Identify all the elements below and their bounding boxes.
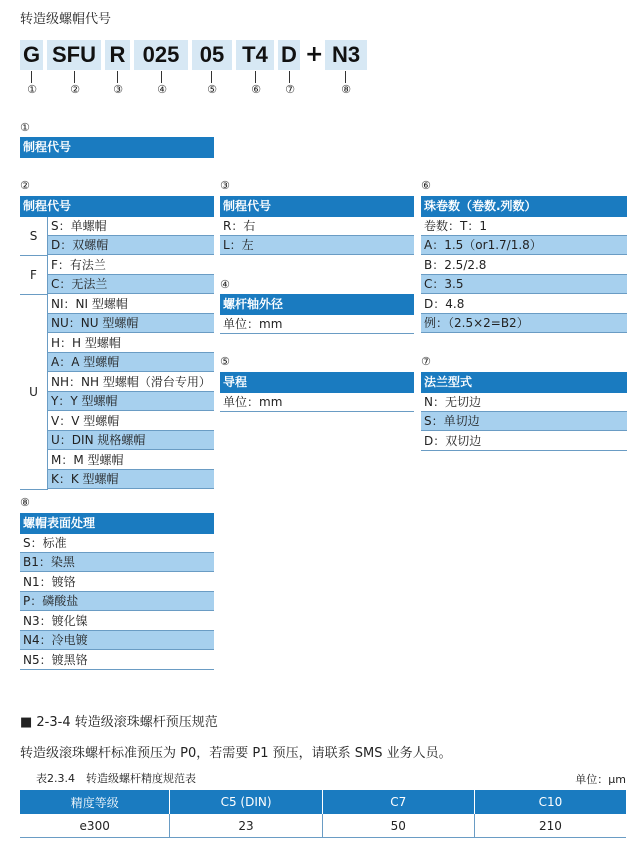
sec2-row: H：H 型螺帽	[48, 334, 214, 353]
table-cell: e300	[20, 814, 170, 838]
page-title: 转造级螺帽代号	[20, 12, 112, 27]
marker-6: ⑥	[251, 83, 261, 96]
sec2-row: K：K 型螺帽	[48, 470, 214, 489]
table-cell: 23	[170, 814, 322, 838]
sec6-marker: ⑥	[421, 179, 431, 192]
sec2-row: U：DIN 规格螺帽	[48, 431, 214, 450]
sec2-row: NH：NH 型螺帽（滑台专用）	[48, 373, 214, 392]
code-row	[20, 40, 360, 70]
sec3-row: R：右	[220, 217, 414, 236]
marker-1: ①	[27, 83, 37, 96]
code-segment-1: G	[20, 40, 43, 70]
marker-tick	[345, 71, 346, 83]
table-cell: 50	[322, 814, 474, 838]
sec2-row: V：V 型螺帽	[48, 412, 214, 431]
sec2-row: C：无法兰	[48, 275, 214, 294]
sec3-header: 制程代号	[220, 196, 414, 217]
sec2-row: M：M 型螺帽	[48, 451, 214, 470]
marker-tick	[161, 71, 162, 83]
code-segment-7: D	[278, 40, 300, 70]
sec5-marker: ⑤	[220, 355, 230, 368]
table-cell: 210	[474, 814, 626, 838]
code-segment-8: N3	[325, 40, 367, 70]
sec4-header: 螺杆轴外径	[220, 294, 414, 315]
section-paragraph: 转造级滚珠螺杆标准预压为 P0，若需要 P1 预压，请联系 SMS 业务人员。	[20, 746, 452, 761]
code-segment-4: 025	[134, 40, 188, 70]
sec2-marker: ②	[20, 179, 30, 192]
marker-tick	[31, 71, 32, 83]
sec3-row: L：左	[220, 236, 414, 255]
sec8-row: N5：镀黑铬	[20, 651, 214, 670]
section-title: ■ 2-3-4 转造级滚珠螺杆预压规范	[20, 715, 218, 730]
sec2-row: NI：NI 型螺帽	[48, 295, 214, 314]
sec6-row: A：1.5（or1.7/1.8）	[421, 236, 627, 255]
marker-8: ⑧	[341, 83, 351, 96]
sec7-header: 法兰型式	[421, 372, 627, 393]
sec8-row: N4：冷电镀	[20, 631, 214, 650]
code-segment-2: SFU	[47, 40, 101, 70]
marker-7: ⑦	[285, 83, 295, 96]
table-header-row	[20, 790, 626, 814]
marker-tick	[255, 71, 256, 83]
sec2-divider	[47, 217, 48, 490]
code-plus: +	[305, 42, 324, 67]
table-header: C5 (DIN)	[170, 790, 322, 814]
sec6-row: C：3.5	[421, 275, 627, 294]
marker-tick	[117, 71, 118, 83]
marker-5: ⑤	[207, 83, 217, 96]
sec2-group-f: F	[20, 256, 47, 295]
sec2-group-u: U	[20, 295, 47, 490]
sec7-row: N：无切边	[421, 393, 627, 412]
sec2-header: 制程代号	[20, 196, 214, 217]
sec7-marker: ⑦	[421, 355, 431, 368]
code-segment-5: 05	[192, 40, 232, 70]
marker-3: ③	[113, 83, 123, 96]
code-segment-3: R	[105, 40, 130, 70]
sec5-row: 单位：mm	[220, 393, 414, 412]
marker-tick	[289, 71, 290, 83]
marker-2: ②	[70, 83, 80, 96]
sec2-row: F：有法兰	[48, 256, 214, 275]
sec3-marker: ③	[220, 179, 230, 192]
sec6-header: 珠卷数（卷数.列数）	[421, 196, 627, 217]
sec8-row: N3：镀化镍	[20, 612, 214, 631]
sec6-row: B：2.5/2.8	[421, 256, 627, 275]
sec7-row: S：单切边	[421, 412, 627, 431]
table-header: C7	[322, 790, 474, 814]
sec2-row: S：单螺帽	[48, 217, 214, 236]
table-unit: 单位：μm	[575, 773, 626, 786]
sec8-row: B1：染黑	[20, 553, 214, 572]
sec8-row: P：磷酸盐	[20, 592, 214, 611]
sec1-marker: ①	[20, 121, 30, 134]
sec4-marker: ④	[220, 278, 230, 291]
sec7-row: D：双切边	[421, 432, 627, 451]
marker-tick	[211, 71, 212, 83]
sec8-header: 螺帽表面处理	[20, 513, 214, 534]
sec8-row: S：标准	[20, 534, 214, 553]
sec2-row: Y：Y 型螺帽	[48, 392, 214, 411]
sec4-row: 单位：mm	[220, 315, 414, 334]
table-caption: 表2.3.4 转造级螺杆精度规范表	[36, 772, 196, 785]
sec8-row: N1：镀铬	[20, 573, 214, 592]
precision-table	[20, 790, 626, 838]
table-header: 精度等级	[20, 790, 170, 814]
sec2-group-s: S	[20, 217, 47, 256]
table-row	[20, 814, 626, 838]
marker-4: ④	[157, 83, 167, 96]
sec8-marker: ⑧	[20, 496, 30, 509]
sec2-row: A：A 型螺帽	[48, 353, 214, 372]
sec6-row: D：4.8	[421, 295, 627, 314]
marker-tick	[74, 71, 75, 83]
sec6-row: 例：（2.5×2=B2）	[421, 314, 627, 333]
table-header: C10	[474, 790, 626, 814]
sec1-header: 制程代号	[20, 137, 214, 158]
sec5-header: 导程	[220, 372, 414, 393]
sec2-row: D：双螺帽	[48, 236, 214, 255]
sec2-row: NU：NU 型螺帽	[48, 314, 214, 333]
code-segment-6: T4	[236, 40, 274, 70]
sec6-row: 卷数：T：1	[421, 217, 627, 236]
